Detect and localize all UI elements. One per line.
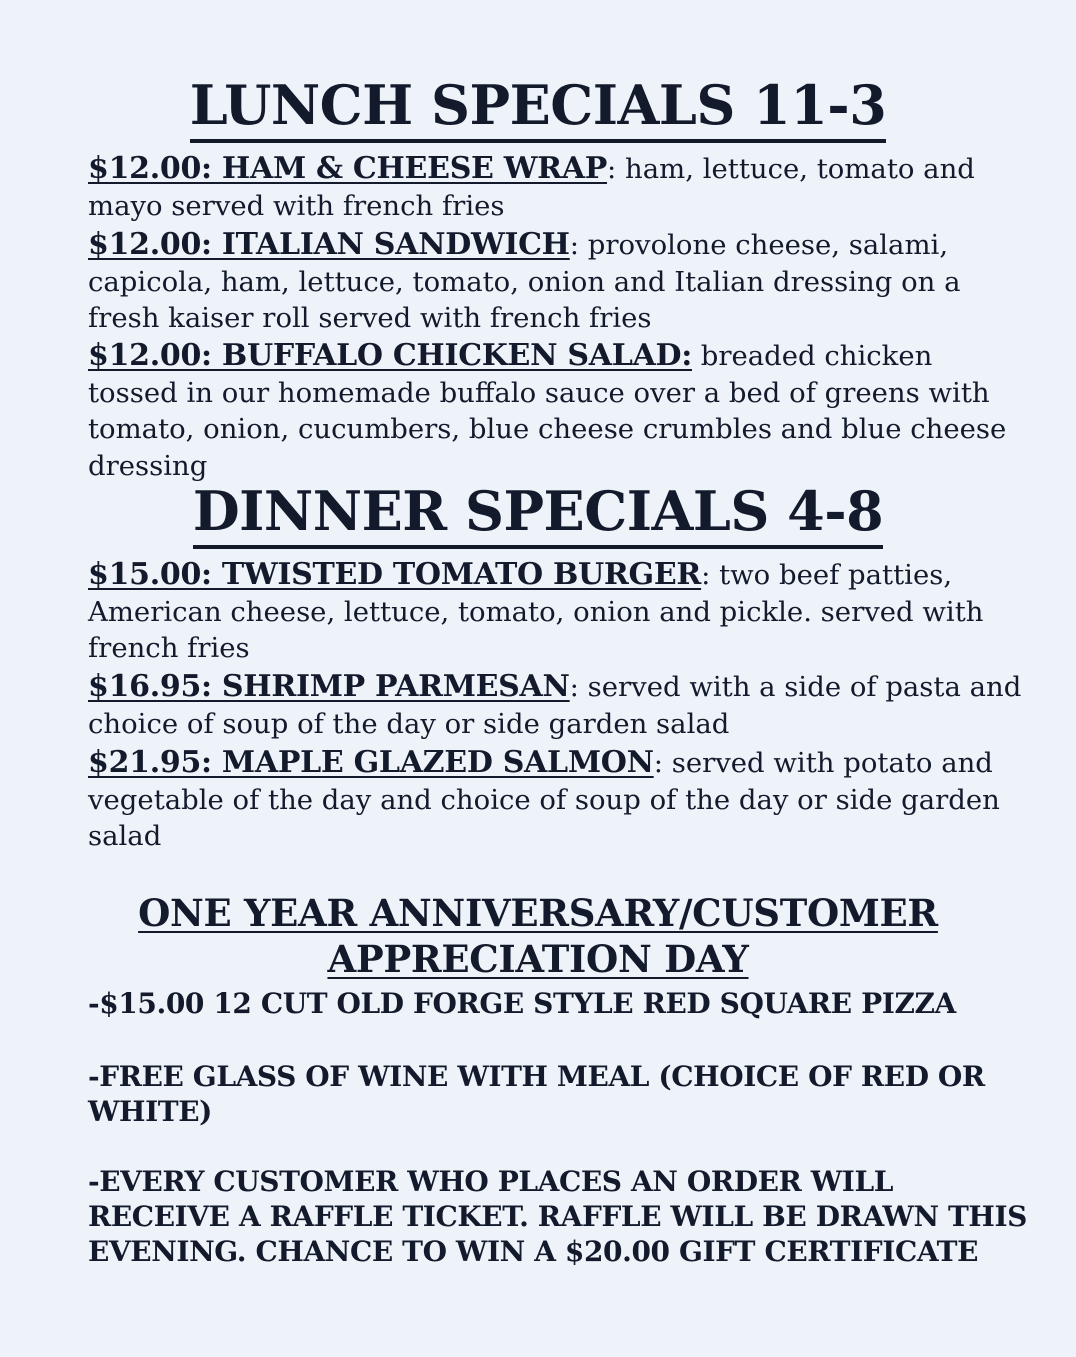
lunch-item-buffalo-chicken-salad — [88, 338, 1028, 484]
dinner-specials-title-text: DINNER SPECIALS 4-8 — [193, 479, 883, 549]
lunch-item-italian-sandwich — [88, 227, 1028, 337]
menu-item-description: breaded chicken tossed in our homemade buffalo sauce over a bed of greens with tomato, onion, cucumbers, blue cheese crumbles and blue cheese dressing — [88, 340, 1007, 482]
menu-item-description: : served with potato and vegetable of the day and choice of soup of the day or side garden salad — [88, 747, 1000, 852]
menu-item-name: $21.95: MAPLE GLAZED SALMON — [88, 745, 654, 780]
menu-item-description: : two beef patties, American cheese, lettuce, tomato, onion and pickle. served with french fries — [88, 559, 984, 664]
promo-offer-raffle: -EVERY CUSTOMER WHO PLACES AN ORDER WILL RECEIVE A RAFFLE TICKET. RAFFLE WILL BE DRAWN THIS EVENING. CHANCE TO WIN A $20.00 GIFT CERTIFICATE — [88, 1165, 1028, 1268]
menu-item-description: : served with a side of pasta and choice of soup of the day or side garden salad — [88, 671, 1022, 740]
dinner-item-shrimp-parmesan — [88, 669, 1028, 742]
menu-item-description: : ham, lettuce, tomato and mayo served with french fries — [88, 153, 975, 222]
promo-title-line-1: ONE YEAR ANNIVERSARY/CUSTOMER — [138, 891, 938, 935]
menu-item-name: $12.00: HAM & CHEESE WRAP — [88, 151, 608, 186]
dinner-item-twisted-tomato-burger — [88, 557, 1028, 667]
lunch-item-ham-cheese-wrap — [88, 151, 1028, 224]
dinner-specials-title — [0, 479, 1076, 543]
lunch-specials-title-text: LUNCH SPECIALS 11-3 — [190, 73, 887, 143]
lunch-specials-title — [0, 73, 1076, 137]
menu-item-name: $12.00: BUFFALO CHICKEN SALAD: — [88, 338, 692, 373]
dinner-item-maple-glazed-salmon — [88, 745, 1028, 855]
promo-offer-pizza: -$15.00 12 CUT OLD FORGE STYLE RED SQUARE PIZZA — [88, 987, 956, 1020]
promo-title — [0, 890, 1076, 982]
menu-item-name: $15.00: TWISTED TOMATO BURGER — [88, 557, 702, 592]
promo-offer-wine: -FREE GLASS OF WINE WITH MEAL (CHOICE OF RED OR WHITE) — [88, 1060, 985, 1128]
menu-item-description: : provolone cheese, salami, capicola, ham, lettuce, tomato, onion and Italian dressing on a fresh kaiser roll served with french fries — [88, 229, 961, 334]
menu-item-name: $12.00: ITALIAN SANDWICH — [88, 227, 570, 262]
promo-title-line-2: APPRECIATION DAY — [327, 937, 749, 981]
menu-item-name: $16.95: SHRIMP PARMESAN — [88, 669, 570, 704]
